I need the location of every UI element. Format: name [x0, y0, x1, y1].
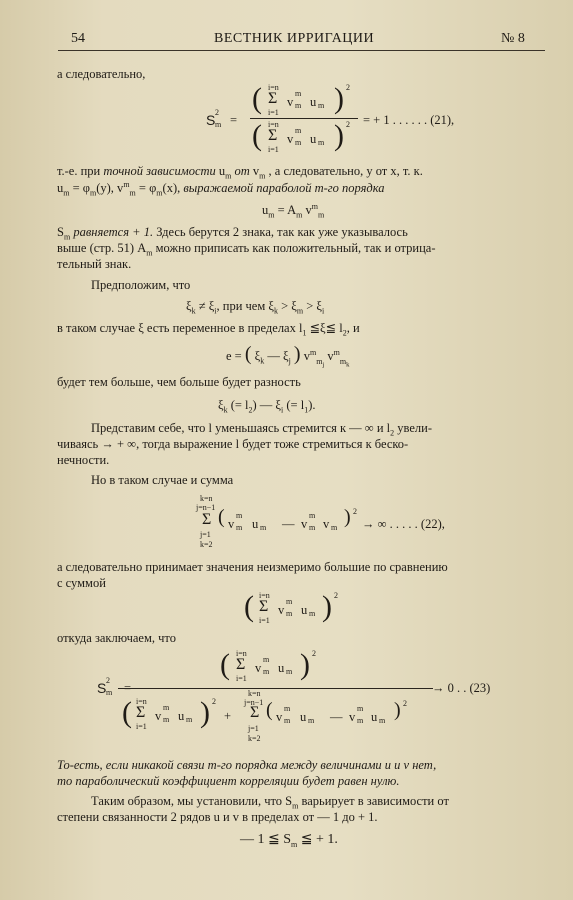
- text-line: нечности.: [57, 453, 110, 467]
- text-line: выше (стр. 51) $A_m$ можно приписать как положительный, так и отрица-: [57, 241, 436, 258]
- text-line: степени связанности 2 рядов u и v в пределах от — 1 до + 1.: [57, 810, 378, 824]
- text-line: Представим себе, что l уменьшаясь стремится к — ∞ и $l_2$ увели-: [91, 421, 432, 438]
- text-line: $u_m = A_m$ $v^m_m$: [262, 201, 325, 220]
- equation-21: S 2 m = ( i=n Σ i=1 v m m u m ) 2 ( i=n Σ i=1 v m m u m ) 2 = + 1 . . . . . . (21),: [206, 82, 455, 154]
- text-line: $S_m$ равняется + 1. Здесь берутся 2 знака, так как уже указывалось: [57, 225, 408, 242]
- text-line: То-есть, если никакой связи m-го порядка между величинами u и v нет,: [57, 758, 437, 772]
- text-line: откуда заключаем, что: [57, 631, 176, 645]
- text-line: а следовательно принимает значения неизмеримо большие по сравнению: [57, 560, 448, 574]
- text-line: чиваясь → + ∞, тогда выражение l будет тоже стремиться к беско-: [57, 437, 409, 451]
- page-number: 54: [71, 31, 85, 46]
- issue-number: № 8: [501, 31, 525, 46]
- sum-expression: ( i=n Σ i=1 v m m u m ) 2: [244, 590, 338, 625]
- inequality: — 1 ≦ $S_m$ ≦ + 1.: [240, 832, 338, 849]
- text-line: Но в таком случае и сумма: [91, 473, 234, 487]
- text-line: $\xi_k$ (= $l_2$) — $\xi_i$ (= $l_1$).: [218, 398, 316, 415]
- text-line: в таком случае ξ есть переменное в пределах $l_1$ ≦ξ≦ $l_2$, и: [57, 321, 360, 338]
- text-line: т.-е. при точной зависимости $u_m$ от $v_m$ , а следовательно, у от х, т. к.: [57, 164, 423, 181]
- equation-23: S 2 m ( i=n Σ i=1 v m m u m ) 2 ( i=n Σ i=1 v m m u m ) 2 + k=n j=n−1 Σ j=1 k=2 ( v m m u m — v m m u m ) 2 → 0 . . (23): [97, 648, 491, 743]
- fraction-bar: [118, 688, 433, 689]
- text-line: Таким образом, мы установили, что $S_m$ варьирует в зависимости от: [91, 794, 449, 811]
- text-line: с суммой: [57, 576, 106, 590]
- text-line: тельный знак.: [57, 257, 132, 271]
- equation-e: e = ( $\xi_k$ — $\xi_j$ ) $v^m_{m_j}$ $v^m_{m_k}$: [226, 343, 350, 369]
- text-line: $u_m = \varphi_m(y)$, $v^m_m = \varphi_m(x)$, выражаемой параболой m-го порядка: [57, 179, 385, 198]
- text-line: Предположим, что: [91, 278, 191, 292]
- text-line: $\xi_k \ne \xi_i$, при чем $\xi_k > \xi_m > \xi_i$: [186, 299, 325, 316]
- text-line: то параболический коэффициент корреляции будет равен нулю.: [57, 774, 400, 788]
- journal-title: ВЕСТНИК ИРРИГАЦИИ: [214, 31, 375, 46]
- equation-22: k=n j=n−1 Σ j=1 k=2 ( v m m u m — v m m v m ) 2 → ∞ . . . . . (22),: [196, 494, 445, 549]
- text-line: а следовательно,: [57, 67, 146, 81]
- text-line: будет тем больше, чем больше будет разность: [57, 375, 301, 389]
